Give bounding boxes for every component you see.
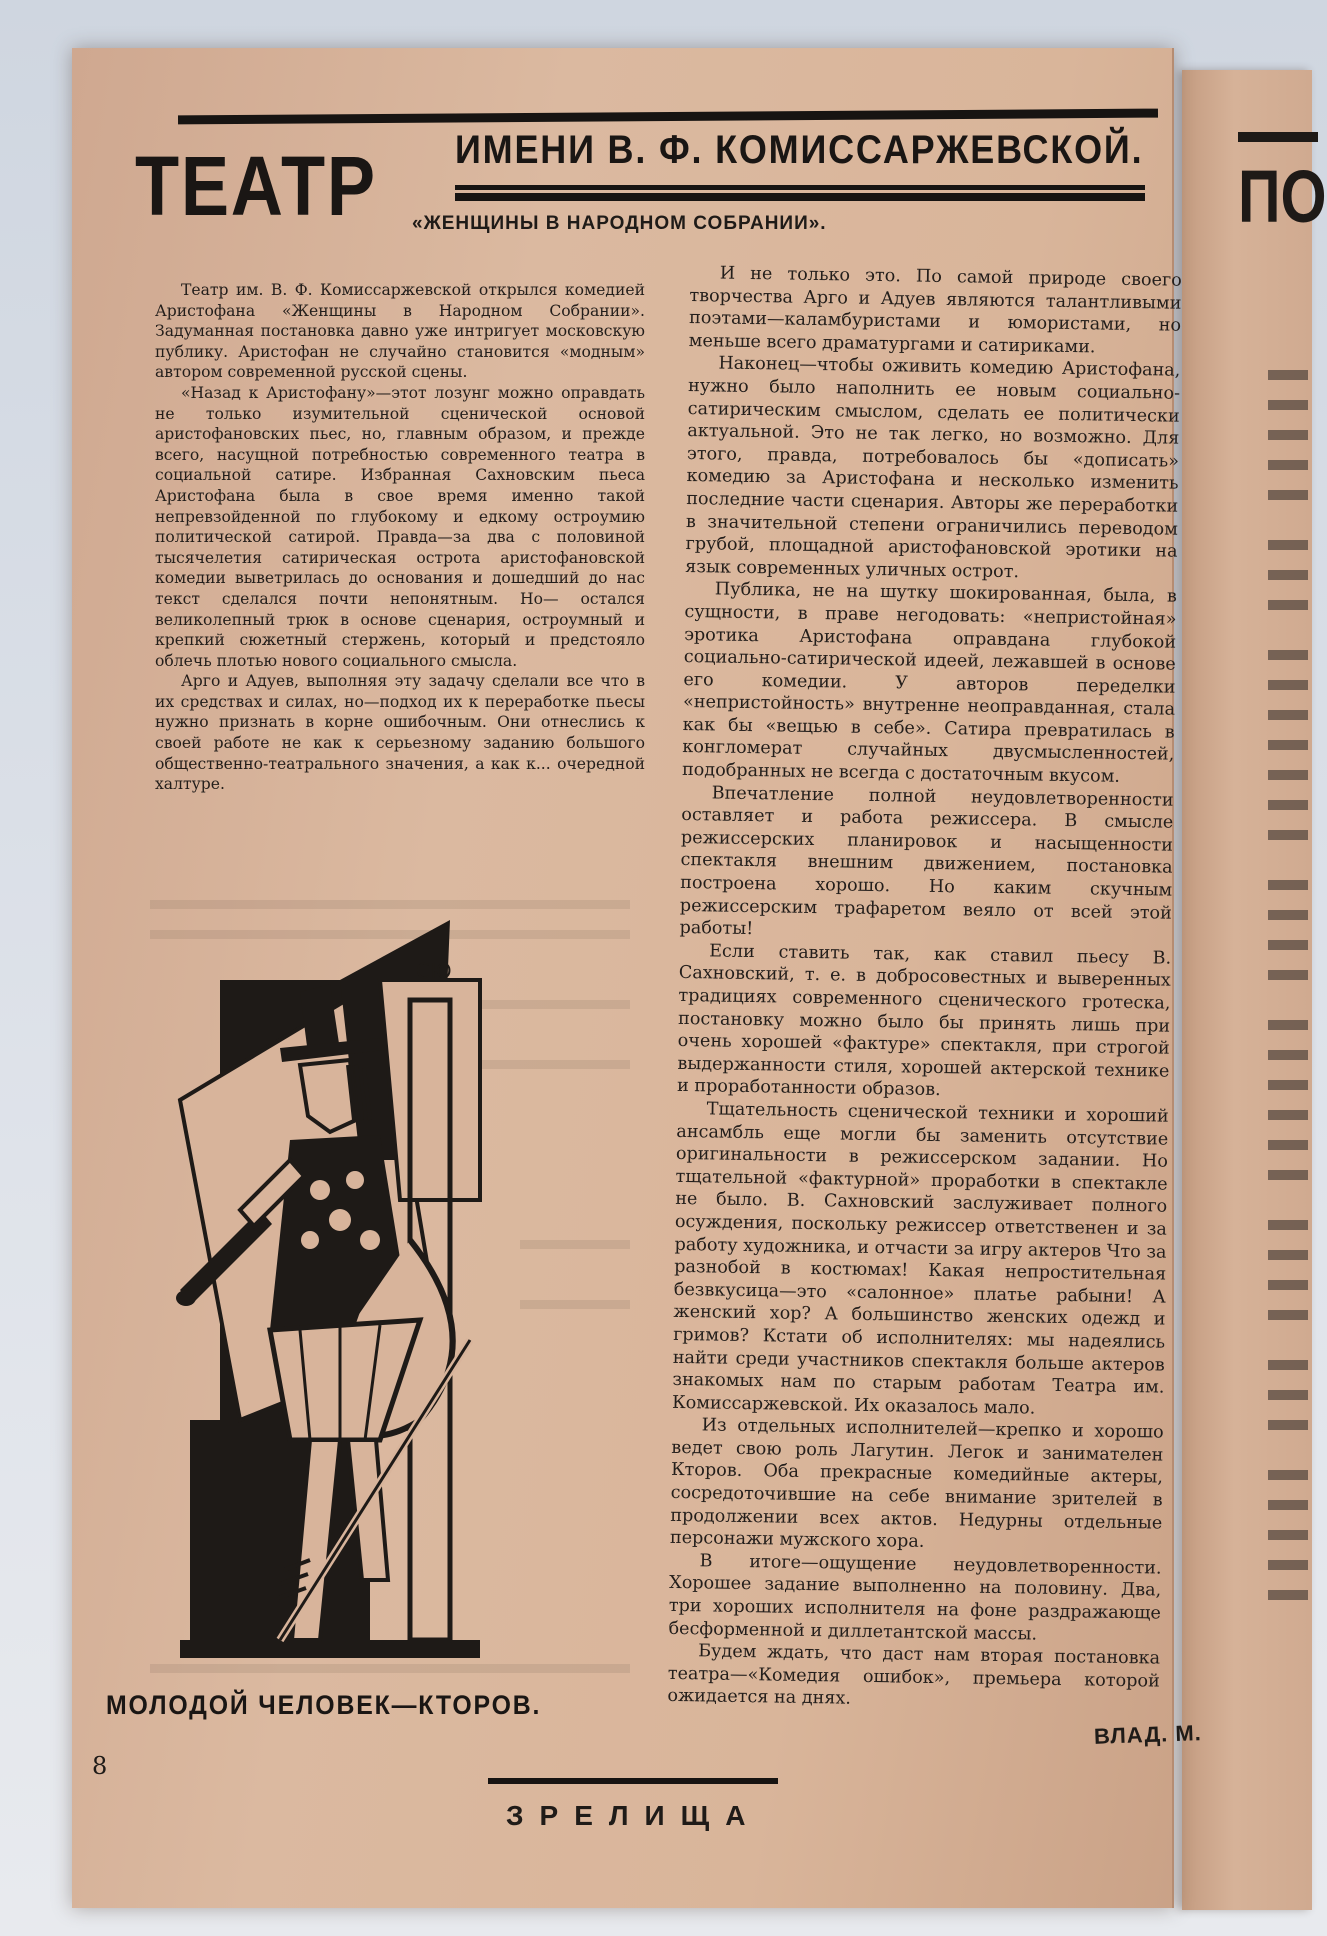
article-paragraph: Арго и Адуев, выполняя эту задачу сделали все что в их средствах и силах, но—подход их к переработке пьесы нужно признать в корне ошибочным. Они отнеслись к своей работе не как к серьезному заданию большого общественно-театрального значения, а как к... очередной халтуре. [155,672,645,794]
constructivist-illustration [180,920,560,1660]
adjacent-text-line [1268,770,1308,780]
article-paragraph: Впечатление полной неудовлетворенности оставляет и работа режиссера. В смысле режиссерских планировок и насыщенности спектакля внешним движением, постановка построена хорошо. Но каким скучным режиссерским трафаретом веяло от всей этой работы! [679,783,1174,940]
adjacent-text-line [1268,1050,1308,1060]
adjacent-text-line [1268,1470,1308,1480]
adjacent-text-line [1268,1250,1308,1260]
adjacent-text-line [1268,740,1308,750]
adjacent-text-line [1268,880,1308,890]
show-through-line [150,1664,630,1673]
adjacent-text-line [1268,1310,1308,1320]
adjacent-text-line [1268,370,1308,380]
adjacent-text-line [1268,940,1308,950]
play-title: «ЖЕНЩИНЫ В НАРОДНОМ СОБРАНИИ». [412,213,827,234]
illustration-caption: МОЛОДОЙ ЧЕЛОВЕК—КТОРОВ. [106,1690,542,1720]
adjacent-text-line [1268,460,1308,470]
adjacent-text-line [1268,1220,1308,1230]
article-column-left [155,280,645,795]
title-theatre: ТЕАТР [135,139,377,233]
magazine-name: ЗРЕЛИЩА [506,1800,762,1831]
adjacent-page-rule [1238,132,1318,142]
article-paragraph: В итоге—ощущение неудовлетворенности. Хорошее задание выполненно на половину. Два, три хороших исполнителя на фоне раздражающе бесформенной и диллетантской массы. [668,1551,1162,1645]
adjacent-text-line [1268,970,1308,980]
header-rule-bottom [455,193,1145,201]
adjacent-text-line [1268,830,1308,840]
adjacent-text-line [1268,710,1308,720]
adjacent-text-line [1268,1080,1308,1090]
adjacent-text-line [1268,1530,1308,1540]
article-author: ВЛАД. М. [1093,1720,1203,1749]
article-paragraph: Театр им. В. Ф. Комиссаржевской открылся комедией Аристофана «Женщины в Народном Собрании». Задуманная постановка давно уже интригует московскую публику. Аристофан не случайно становится «модным» автором современной русской сцены. [155,281,645,382]
adjacent-text-line [1268,1360,1308,1370]
adjacent-page-heading: ПО [1238,155,1327,238]
adjacent-text-line [1268,650,1308,660]
adjacent-text-line [1268,1590,1308,1600]
adjacent-text-line [1268,910,1308,920]
adjacent-text-line [1268,1140,1308,1150]
adjacent-text-line [1268,570,1308,580]
adjacent-text-line [1268,1390,1308,1400]
page-number: 8 [92,1752,108,1780]
title-theatre-name: ИМЕНИ В. Ф. КОМИССАРЖЕВСКОЙ. [455,128,1144,172]
adjacent-text-line [1268,800,1308,810]
article-paragraph: Будем ждать, что даст нам вторая постановка театра—«Комедия ошибок», премьера которой ожидается на днях. [667,1641,1161,1710]
adjacent-text-line [1268,540,1308,550]
article-paragraph: «Назад к Аристофану»—этот лозунг можно оправдать не только изумительной сценической основой аристофановских пьес, но, главным образом, и прежде всего, насущной потребностью современного театра в социальной сатире. Избранная Сахновским пьеса Аристофана была в свое время именно такой непревзойденной по глубокому и едкому остроумию политической сатирой. Правда—за два с половиной тысячелетия сатирическая острота аристофановской комедии выветрилась до основания и дошедший до нас текст сделался почти непонятным. Но— остался великолепный трюк в основе сценария, остроумный и крепкий сюжетный стержень, который и предстояло облечь плотью нового социального смысла. [155,383,645,670]
article-paragraph: Тщательность сценической техники и хороший ансамбль еще могли бы заменить отсутствие оригинальности в режиссерском задании. Но тщательной «фактурной» проработки в спектакле не было. В. Сахновский заслуживает полного осуждения, поскольку режиссер ответственен и за работу художника, и отчасти за игру актеров Что за разнобой в костюмах! Какая непростительная безвкусица—это «салонное» платье рабыни! А женский хор? А большинство женских одежд и гримов? Кстати об исполнителях: мы надеялись найти среди участников спектакля больше актеров знакомых нам по старым работам Театра им. Комиссаржевской. Их оказалось мало. [671,1099,1169,1419]
adjacent-text-line [1268,600,1308,610]
header-rule-mid [455,185,1145,190]
article-paragraph: Если ставить так, как ставил пьесу В. Сахновский, т. е. в добросовестных и выверенных традициях современного сценического гротеска, постановку можно было бы принять лишь при очень хорошей «фактуре» спектакля, при строгой выдержанности стиля, хорошей актерской технике и проработанности образов. [676,941,1172,1101]
adjacent-text-line [1268,680,1308,690]
adjacent-text-line [1268,1020,1308,1030]
adjacent-text-line [1268,1110,1308,1120]
adjacent-text-line [1268,430,1308,440]
show-through-line [150,900,630,909]
footer-rule [488,1778,778,1784]
adjacent-text-line [1268,1500,1308,1510]
adjacent-text-line [1268,1420,1308,1430]
article-paragraph: И не только это. По самой природе своего творчества Арго и Адуев являются талантливыми поэтами—каламбуристами и юмористами, но меньше всего драматургами и сатириками. [688,263,1182,358]
artist-signature: СЮ [416,959,452,983]
article-column-right [667,262,1182,1716]
adjacent-text-line [1268,490,1308,500]
adjacent-page [1182,70,1327,1910]
article-paragraph: Публика, не на шутку шокированная, была, в сущности, в праве негодовать: «непристойная» эротика Аристофана оправдана глубокой социально-сатирической идеей, лежавшей в основе его комедии. У авторов переделки «непристойность» внутренне неоправданная, стала как бы «вещью в себе». Сатира превратилась в конгломерат случайных двусмысленностей, подобранных не всегда с достаточным вкусом. [681,579,1177,787]
adjacent-text-line [1268,400,1308,410]
article-paragraph: Наконец—чтобы оживить комедию Аристофана, нужно было наполнить ее новым социально-сатирическим смыслом, сделать ее политически актуальной. Это не так легко, но возможно. Для этого, правда, потребовалось бы «дописать» комедию за Аристофана и несколько изменить последние части сценария. Авторы же переработки в значительной степени ограничились переводом грубой, площадной аристофановской эротики на язык современных уличных острот. [685,353,1181,582]
adjacent-text-line [1268,1280,1308,1290]
article-paragraph: Из отдельных исполнителей—крепко и хорошо ведет свою роль Лагутин. Легок и занимателен Кторов. Оба прекрасные комедийные актеры, сосредоточившие на себе внимание зрителей в продолжении всех актов. Недурны отдельные персонажи мужского хора. [669,1415,1164,1553]
adjacent-text-line [1268,1170,1308,1180]
adjacent-text-line [1268,1560,1308,1570]
